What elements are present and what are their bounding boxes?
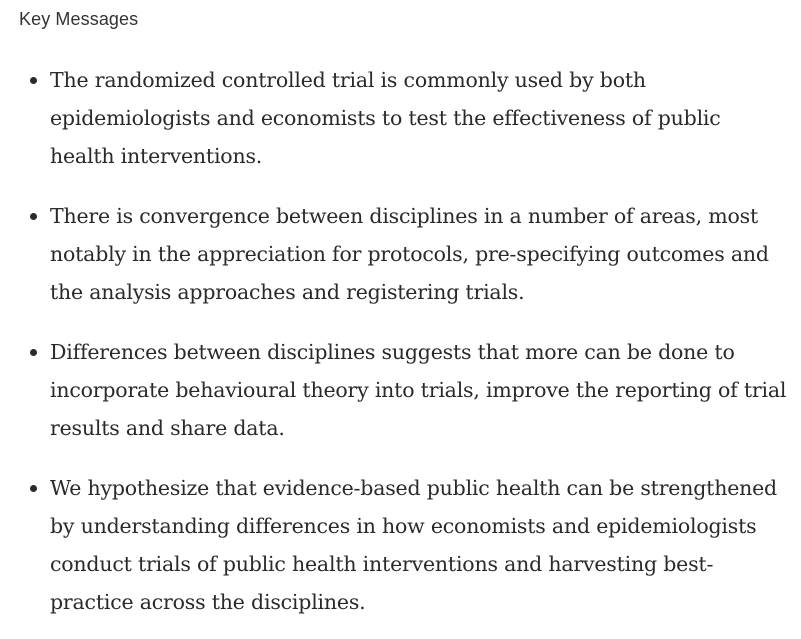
list-item — [0, 61, 801, 175]
message-text: The randomized controlled trial is commonly used by both epidemiologists and economists to test the effectiveness of public health interventions. — [50, 68, 721, 168]
list-item — [0, 469, 801, 621]
bullet-icon — [30, 485, 37, 492]
message-text: There is convergence between disciplines in a number of areas, most notably in the appreciation for protocols, pre-specifying outcomes and the analysis approaches and registering trials. — [50, 204, 769, 304]
list-item — [0, 333, 801, 447]
bullet-icon — [30, 213, 37, 220]
message-text: We hypothesize that evidence-based public health can be strengthened by understanding differences in how economists and epidemiologists conduct trials of public health interventions and harvesting best-practice across the disciplines. — [50, 476, 777, 614]
list-item — [0, 197, 801, 311]
bullet-icon — [30, 77, 37, 84]
message-text: Differences between disciplines suggests that more can be done to incorporate behavioural theory into trials, improve the reporting of trial results and share data. — [50, 340, 787, 440]
bullet-icon — [30, 349, 37, 356]
key-messages-list — [0, 61, 801, 639]
section-heading: Key Messages — [19, 9, 139, 29]
